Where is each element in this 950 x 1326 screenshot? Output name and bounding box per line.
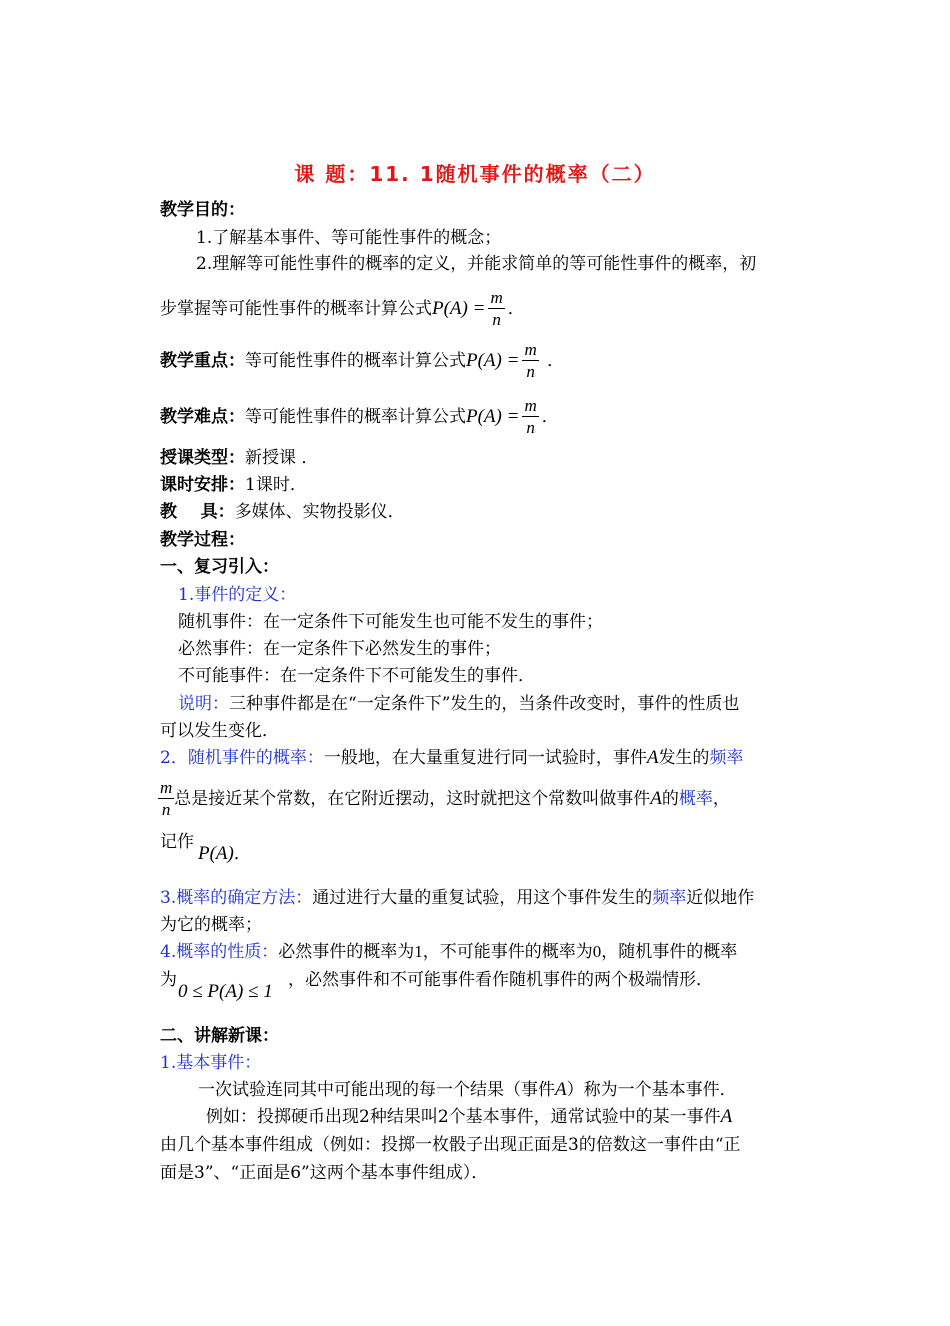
difficulty-label: 教学难点：	[160, 407, 245, 427]
determination-line-1: 3.概率的确定方法：通过进行大量的重复试验，用这个事件发生的频率近似地作	[160, 888, 755, 908]
properties-line-1: 4.概率的性质：必然事件的概率为1，不可能事件的概率为0，随机事件的概率	[160, 942, 738, 962]
fraction-m-over-n: $\frac{m}{n}$	[160, 778, 173, 819]
objective-heading: 教学目的：	[160, 200, 245, 220]
section2-heading: 二、讲解新课：	[160, 1026, 279, 1046]
objective-item-2-line1: 2.理解等可能性事件的概率的定义，并能求简单的等可能性事件的概率，初	[196, 254, 757, 274]
basic-event-label: 1.基本事件：	[160, 1053, 262, 1073]
note-line-2: 可以发生变化．	[160, 721, 279, 741]
example-line-1: 例如：投掷硬币出现2种结果叫2个基本事件，通常试验中的某一事件A	[206, 1106, 733, 1127]
probability-range: 0 ≤ P(A) ≤ 1	[178, 981, 273, 1002]
objective-item-1: 1.了解基本事件、等可能性事件的概念；	[196, 228, 502, 248]
basic-event-def: 一次试验连同其中可能出现的每一个结果（事件A）称为一个基本事件．	[198, 1079, 737, 1100]
random-event-def: 随机事件：在一定条件下可能发生也可能不发生的事件；	[178, 612, 603, 632]
impossible-event-def: 不可能事件：在一定条件下不可能发生的事件．	[178, 666, 535, 686]
properties-line-2: ，必然事件和不可能事件看作随机事件的两个极端情形．	[288, 970, 713, 990]
key-point-line: 教学重点：等可能性事件的概率计算公式P(A) = $\frac{m}{n}$ ．	[160, 340, 565, 381]
random-prob-line-3: 记作	[160, 832, 194, 852]
certain-event-def: 必然事件：在一定条件下必然发生的事件；	[178, 639, 501, 659]
schedule-line: 课时安排：1课时．	[160, 475, 307, 495]
random-prob-line-1: 2．随机事件的概率：一般地，在大量重复进行同一试验时，事件A发生的频率	[160, 747, 744, 768]
formula-lhs: P(A) =	[432, 298, 486, 319]
tools-line: 教 具：多媒体、实物投影仪．	[160, 502, 405, 522]
note-line-1: 说明：三种事件都是在“一定条件下”发生的，当条件改变时，事件的性质也	[178, 694, 740, 714]
lesson-type-line: 授课类型：新授课 ．	[160, 448, 319, 468]
example-line-3: 面是3”、“正面是6”这两个基本事件组成）．	[160, 1163, 489, 1183]
example-line-2: 由几个基本事件组成（例如：投掷一枚骰子出现正面是3的倍数这一事件由“正	[160, 1135, 741, 1155]
properties-line-2-prefix: 为	[160, 970, 177, 990]
difficulty-line: 教学难点：等可能性事件的概率计算公式P(A) = $\frac{m}{n}$ ．	[160, 396, 559, 437]
random-prob-line-2: $\frac{m}{n}$ 总是接近某个常数，在它附近摆动，这时就把这个常数叫做事件A的概率，	[160, 778, 730, 819]
event-definition-label: 1.事件的定义：	[178, 585, 297, 605]
page-title: 课 题：11. 1随机事件的概率（二）	[294, 162, 656, 186]
determination-line-2: 为它的概率；	[160, 915, 262, 935]
key-point-label: 教学重点：	[160, 351, 245, 371]
fraction-m-over-n: $\frac{m}{n}$	[490, 288, 503, 329]
section1-heading: 一、复习引入：	[160, 557, 279, 577]
fraction-m-over-n: $\frac{m}{n}$	[524, 396, 537, 437]
notation-PA: P(A)．	[198, 843, 251, 864]
fraction-m-over-n: $\frac{m}{n}$	[524, 340, 537, 381]
process-heading: 教学过程：	[160, 530, 245, 550]
objective-item-2-line2: 步掌握等可能性事件的概率计算公式P(A) = $\frac{m}{n}$ ．	[160, 288, 525, 329]
